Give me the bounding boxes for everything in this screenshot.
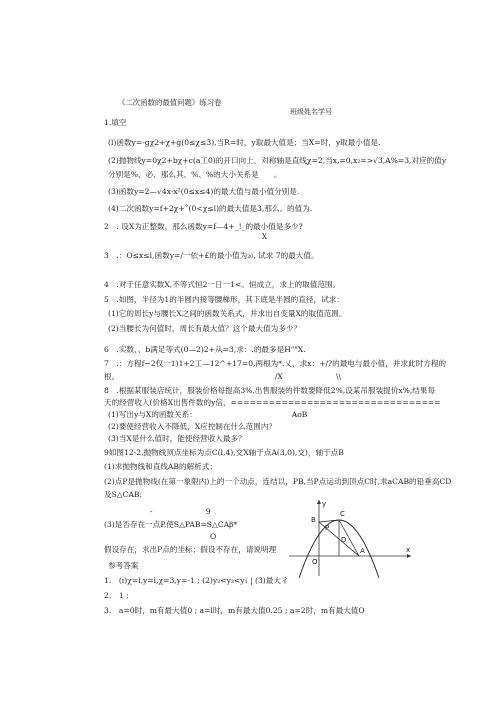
label-p: P — [325, 524, 330, 532]
q8: 8 .根据某服装店统计，服装价格每提高3%,出售服装的件数要降低2%,设某吊服装提价x%,结果每 — [104, 386, 436, 395]
answer-2: 2. 1 ; — [104, 591, 129, 600]
q1-1: (l)函数y=-gχ2+χ+g(0≤χ≤3),当R=时，y取最大值是；当X=时，y取最小值是. — [108, 138, 381, 147]
q1-4: (4)二次函数y=f+2χ+˚(0<χ≤l)的最大值是3,那么。的值为. — [108, 204, 313, 213]
q9-2: (2)点P是抛物线(在第一象限内)上的一个动点，连结以，PB,当P点运动到顶点C时,求aCAB的铅垂高CD — [104, 477, 452, 486]
q7-cont: 根。 /X \\ — [104, 372, 342, 381]
label-o: O — [312, 558, 318, 566]
q9-3: (3)是否存在一点P,使S△PAB=S△CAβ* — [104, 520, 238, 529]
q1-2-cont: 分别是%、必、那么其、%、%的大小关系是 。 — [108, 170, 282, 179]
q1-3: (3)函数y=2—√4x-x²(0≤x≤4)的最大值与最小值分别是. — [108, 187, 300, 196]
label-y: y — [322, 500, 327, 508]
label-x: x — [406, 546, 411, 554]
q4: 4 .对于任意实数X,不等式恒2一日一1<。恒成立，求上的取值范围。 — [104, 280, 341, 289]
doc-title: 《二次函数的最值问题》练习卷 — [118, 98, 222, 107]
q8-cont: 天的经营收入(价格X出售件数的y倍，================================= — [104, 398, 441, 407]
y-axis-arrow-icon — [317, 500, 321, 504]
q7: 7 .：方程f−2仅一1)1+2工—12^+17=0,两根为*.乂，求x：+/?的最电与最小值，并求此时方程的 — [104, 359, 447, 368]
label-d: D — [341, 536, 347, 544]
line-bc — [319, 520, 339, 522]
q9: 9如图12-2,抛物线顶点坐标为点C(l,4),交X轴于点A(3,0),交)，轴于点B — [104, 448, 344, 457]
q9-1: (1)求抛物线和直线AB的解析式； — [104, 462, 217, 471]
q9-fraction: - 9 — [150, 507, 211, 516]
q2-denominator: X — [262, 233, 267, 241]
answer-3: 3. a=0时，m有最大值0 ; a=l时，m有最大值0.25 ; a=2时，m有最大值O — [104, 606, 365, 615]
class-name-line: 班级姓名学号 — [290, 108, 332, 116]
q2: 2 . 设X为正整数，那么函数y=f—4+_!_的最小值是多少? — [104, 222, 303, 231]
label-b: B — [311, 516, 316, 524]
q3: 3 .：O≤x≤l,函数y=/一依+£的最小值为₂₀, 试求 7的最大值。 — [104, 251, 319, 260]
parabola-figure — [285, 498, 415, 578]
label-c: C — [340, 510, 345, 518]
section-fill-in: 1.填空 — [104, 118, 127, 127]
label-a: A — [360, 547, 365, 555]
q8-2: (2)要使经营收入不降低，X应控制在什么范围内？ — [108, 422, 277, 431]
parabola-figure-svg — [285, 498, 415, 578]
answers-heading: 参考答案 — [108, 561, 139, 570]
q5: 5 .如图，半径为1的半圆内接等腰梯形，其下底是半圆的直径，试求： — [104, 295, 344, 304]
x-axis-arrow-icon — [407, 554, 411, 558]
q8-3: (3)当X是什么值时，能使经营收入最多？ — [108, 434, 246, 443]
q5-1: (1)它的周长y与腰长X之间的函数关系式，并求出自变量X的取值范围。 — [108, 309, 347, 318]
q9-2-cont: 及S△CAB: — [104, 490, 143, 499]
q8-1: (1)写出y与X的函数关系： AoB — [108, 410, 308, 419]
q1-2: (2)抛物线y=0χ2+bχ+c(a工0)的开口向上，对称轴是直线χ=2,当x,=0,x₂=>√3,A%=3,对应的值y — [108, 156, 447, 165]
q9-3-cont: 假设存在，求出P点的坐标；假设不存在，请说明理 — [104, 545, 277, 554]
q6: 6 .实数、、b满足等式(0—2)2+从=3,求：.的最多是H""X. — [104, 345, 306, 354]
answer-1: 1. (i)χ=l,y=l,χ=3,y=-1 ; (2)y₂<y₃<y₁ | (3)最大彳 — [104, 576, 289, 585]
q9-3-mark: O — [210, 532, 217, 541]
q5-2: (2)当腰长为何值时，周长有最大值？这个最大值为多少？ — [108, 324, 302, 333]
